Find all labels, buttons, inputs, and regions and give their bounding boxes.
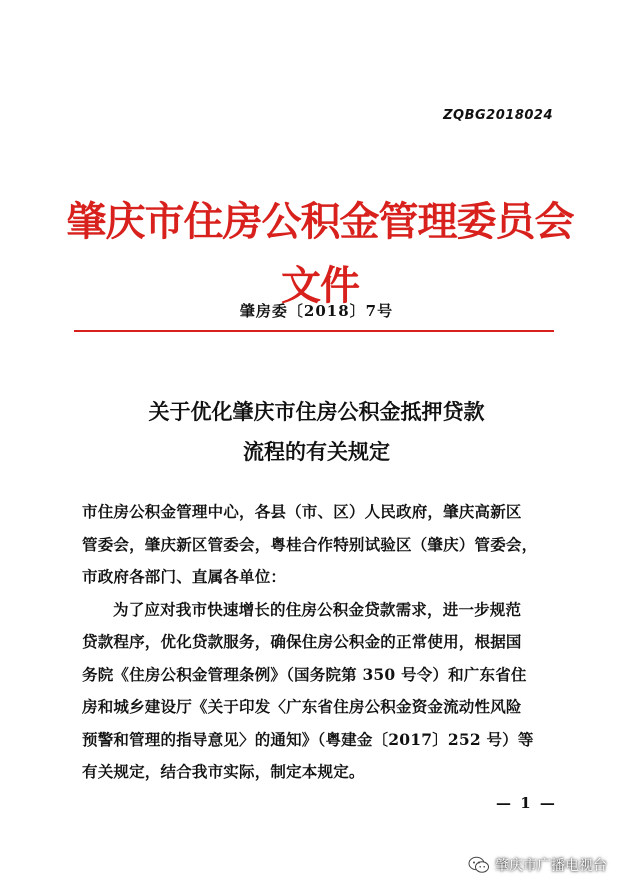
title-line-1: 关于优化肇庆市住房公积金抵押贷款: [148, 399, 485, 424]
red-divider: [74, 330, 554, 332]
doc-number: 肇房委〔2018〕7号: [239, 302, 394, 320]
body-line: 务院《住房公积金管理条例》（国务院第 350 号令）和广东省住: [82, 664, 527, 684]
body-line: 市政府各部门、直属各单位：: [82, 567, 287, 586]
wechat-icon: [468, 856, 490, 874]
body-line: 市住房公积金管理中心，各县（市、区）人民政府，肇庆高新区: [82, 502, 522, 521]
document-body: [82, 496, 552, 789]
title-line-2: 流程的有关规定: [243, 439, 390, 464]
page-number: — 1 —: [496, 794, 557, 812]
watermark: [468, 852, 607, 878]
body-line: 管委会，肇庆新区管委会，粤桂合作特别试验区（肇庆）管委会，: [82, 534, 538, 554]
document-title: [0, 392, 633, 472]
watermark-text: 肇庆市广播电视台: [495, 858, 607, 874]
body-line: 预警和管理的指导意见〉的通知》（粤建金〔2017〕252 号）等: [82, 729, 534, 749]
body-line: 有关规定，结合我市实际，制定本规定。: [82, 762, 365, 781]
doc-code: ZQBG2018024: [443, 108, 553, 123]
issuer-heading: 肇庆市住房公积金管理委员会文件: [66, 198, 574, 309]
body-line: 为了应对我市快速增长的住房公积金贷款需求，进一步规范: [113, 599, 522, 619]
body-line: 贷款程序，优化贷款服务，确保住房公积金的正常使用，根据国: [82, 632, 522, 651]
body-line: 房和城乡建设厅《关于印发〈广东省住房公积金资金流动性风险: [82, 697, 522, 716]
